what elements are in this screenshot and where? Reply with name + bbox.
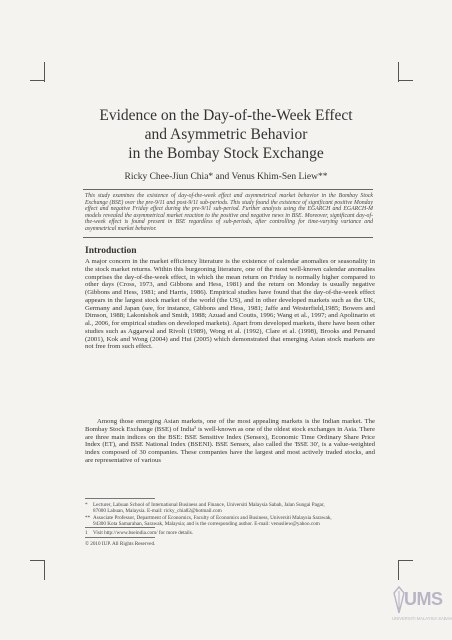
footnote — [85, 515, 375, 527]
title-line: and Asymmetric Behavior — [144, 126, 308, 143]
ums-logo — [392, 585, 452, 630]
footnote-text: Visit http://www.bseindia.com/ for more details. — [93, 530, 194, 536]
crop-mark-top-left — [30, 80, 45, 81]
abstract-top-rule — [83, 189, 373, 190]
crop-mark-top-left — [44, 62, 45, 82]
footnote — [85, 530, 375, 536]
footnote-mark: * — [85, 502, 88, 508]
abstract-bottom-rule — [83, 237, 373, 238]
crop-mark-bottom-left — [44, 560, 45, 580]
crop-mark-bottom-right — [398, 560, 399, 580]
title-line: in the Bombay Stock Exchange — [128, 145, 324, 162]
crop-mark-top-right — [398, 80, 413, 81]
footnote-text: 87000 Labuan, Malaysia. E-mail: ricky_chia82@hotmail.com — [93, 508, 222, 515]
paper-title — [60, 106, 392, 163]
footnote-divider — [85, 527, 155, 528]
body-paragraph: Among those emerging Asian markets, one of the most appealing markets is the Indian market. The Bombay Stock Exchange (BSE) of India¹ is well-known as one of the oldest stock exchanges in Asia. There are three main indices on the BSE: BSE Sensitive Index (Sensex), Economic Time Ordinary Share Price Index (ET), and BSE National Index (BSENI). BSE Sensex, also called the 'BSE 30', is a value-weighted index composed of 30 companies. These companies have the largest and most actively traded stocks, and are representative of various — [85, 418, 375, 464]
crop-mark-bottom-right — [398, 560, 413, 561]
footnote-divider — [85, 537, 155, 538]
crop-mark-top-right — [398, 62, 399, 82]
copyright-notice: © 2010 IUP. All Rights Reserved. — [85, 541, 156, 547]
logo-subtitle: UNIVERSITI MALAYSIA SABAH — [392, 616, 452, 621]
body-paragraph: A major concern in the market efficiency literature is the existence of calendar anomalies or seasonality in the stock market returns. Within this burgeoning literature, one of the most well-known calendar anomalies comprises the day-of-the-week effect, in which the mean return on Friday is normally higher compared to other days (Cross, 1973, and Gibbons and Hess, 1981) and the return on Monday is usually negative (Gibbons and Hess, 1981; and Harris, 1986). Empirical studies have found that the day-of-the-week effect appears in the largest stock market of the world (the US), and in other developed markets such as the UK, Germany and Japan (see, for instance, Gibbons and Hess, 1981; Jaffe and Westerfield,1985; Bowers and Dimson, 1988; Lakonishok and Smidt, 1988; Azuad and Coutts, 1996; Wang et al., 1997; and Apolinario et al., 2006, for empirical studies on developed markets). Apart from developed markets, there have been other studies such as Aggarwal and Rivoli (1989), Wong et al. (1992), Clare et al. (1998), Brooks and Persand (2001), Kok and Wong (2004) and Hui (2005) which demonstrated that emerging Asian stock markets are not free from such effect. — [85, 258, 375, 351]
footnote-text: Lecturer, Labuan School of International Business and Finance, Universiti Malaysia Sabah, Jalan Sungai Pagar, — [93, 502, 325, 508]
crop-mark-bottom-left — [30, 560, 45, 561]
footnote-mark: 1 — [85, 530, 88, 536]
author-line: Ricky Chee-Jiun Chia* and Venus Khim-Sen Liew** — [124, 172, 328, 182]
footnote-mark: ** — [85, 515, 91, 521]
section-heading: Introduction — [85, 246, 137, 256]
title-line: Evidence on the Day-of-the-Week Effect — [99, 107, 353, 124]
footnote-text: Associate Professor, Department of Economics, Faculty of Economics and Business, Universiti Malaysia Sarawak, — [93, 515, 332, 521]
logo-wordmark: UMS — [404, 589, 443, 609]
footnote-text: 94300 Kota Samarahan, Sarawak, Malaysia; and is the corresponding author. E-mail: venusliew@yahoo.com — [93, 521, 320, 528]
abstract: This study examines the existence of day-of-the-week effect and asymmetrical market behavior in the Bombay Stock Exchange (BSE) over the pre-9/11 and post-9/11 sub-periods. This study found the existence of significant positive Monday effect and negative Friday effect during the pre-9/11 sub-period. Further analysis using the EGARCH and EGARCH-M models revealed the asymmetrical market reaction to the positive and negative news in BSE. Moreover, significant day-of-the-week effect is found present in BSE regardless of sub-periods, after controlling for time-varying variance and asymmetrical market behavior. — [85, 193, 373, 232]
footnote-divider — [85, 498, 155, 499]
footnote — [85, 502, 375, 514]
